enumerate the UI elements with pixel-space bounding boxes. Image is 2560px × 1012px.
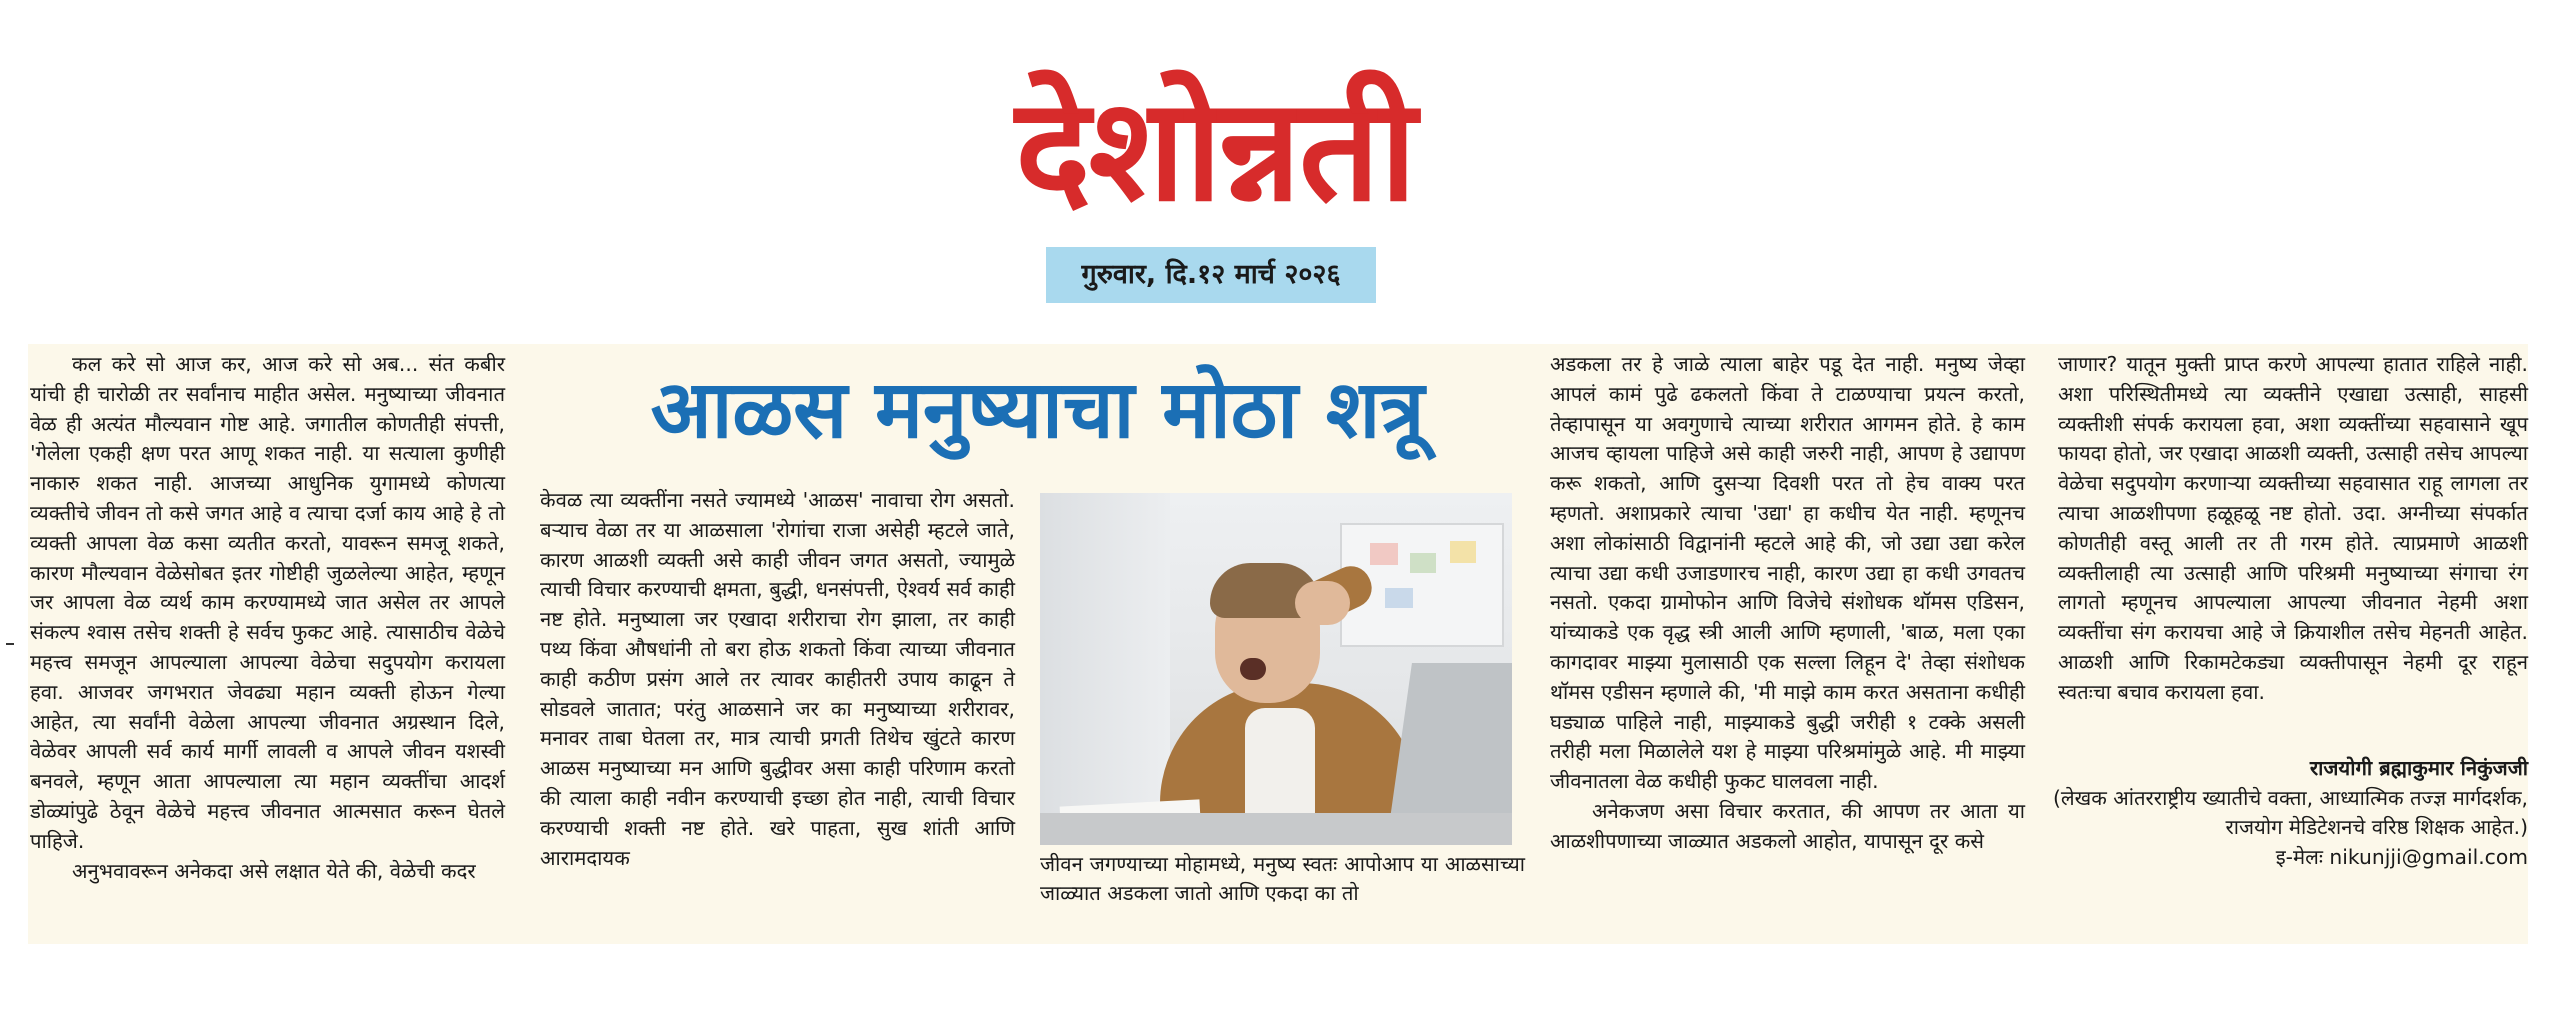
article-column-1 (30, 350, 505, 886)
photo-man-mouth (1240, 658, 1266, 680)
column-1-paragraph-1: कल करे सो आज कर, आज करे सो अब... संत कबीर यांची ही चारोळी तर सर्वांनाच माहीत असेल. मनुष्याच्या जीवनात वेळ ही अत्यंत मौल्यवान गोष्ट आहे. जगातील कोणतीही संपत्ती, 'गेलेला एकही क्षण परत आणू शकत नाही. या सत्याला कुणीही नाकारु शकत नाही. आजच्या आधुनिक युगामध्ये कोणत्या व्यक्तीचे जीवन तो कसे जगत आहे व त्याचा दर्जा काय आहे हे तो व्यक्ती आपला वेळ कसा व्यतीत करतो, यावरून समजू शकते, कारण मौल्यवान वेळेसोबत इतर गोष्टीही जुळलेल्या आहेत, म्हणून जर आपला वेळ व्यर्थ काम करण्यामध्ये जात असेल तर आपले संकल्प श्वास तसेच शक्ती हे सर्वच फुकट आहे. त्यासाठीच वेळेचे महत्त्व समजून आपल्याला आपल्या वेळेचा सदुपयोग करायला हवा. आजवर जगभरात जेवढ्या महान व्यक्ती होऊन गेल्या आहेत, त्या सर्वांनी वेळेला आपल्या जीवनात अग्रस्थान दिले, वेळेवर आपली सर्व कार्य मार्गी लावली व आपले जीवन यशस्वी बनवले, म्हणून आता आपल्याला त्या महान व्यक्तींचा आदर्श डोळ्यांपुढे ठेवून वेळेचे महत्त्व जीवनात आत्मसात करून घेतले पाहिजे. (30, 352, 505, 853)
newspaper-masthead: देशोन्नती (1015, 67, 1415, 233)
author-block (2052, 754, 2528, 872)
photo-caption: जीवन जगण्याच्या मोहामध्ये, मनुष्य स्वतः आपोआप या आळसाच्या जाळ्यात अडकला जातो आणि एकदा का तो (1040, 852, 1525, 905)
photo-sticky-note (1410, 553, 1436, 573)
photo-laptop (1388, 663, 1512, 833)
column-3-paragraph-1: अडकला तर हे जाळे त्याला बाहेर पडू देत नाही. मनुष्य जेव्हा आपलं कामं पुढे ढकलतो किंवा ते टाळण्याचा प्रयत्न करतो, तेव्हापासून या अवगुणाचे त्याच्या शरीरात आगमन होते. हे काम आजच व्हायला पाहिजे असे काही जरुरी नाही, आपण हे उद्यापण करू शकतो, आणि दुसऱ्या दिवशी परत तो हेच वाक्य परत म्हणतो. अशाप्रकारे त्याचा 'उद्या' हा कधीच येत नाही. म्हणूनच अशा लोकांसाठी विद्वानांनी म्हटले आहे की, जो उद्या उद्या करेल त्याचा उद्या कधी उजाडणारच नाही, कारण उद्या हा कधी उगवतच नसतो. एकदा ग्रामोफोन आणि विजेचे संशोधक थॉमस एडिसन, यांच्याकडे एक वृद्ध स्त्री आली आणि म्हणाली, 'बाळ, मला एका कागदावर माझ्या मुलासाठी एक सल्ला लिहून दे' तेव्हा संशोधक थॉमस एडीसन म्हणाले की, 'मी माझे काम करत असताना कधीही घड्याळ पाहिले नाही, माझ्याकडे बुद्धी जरीही १ टक्के असली तरीही मला मिळालेले यश हे माझ्या परिश्रमांमुळे आहे. मी माझ्या जीवनातला वेळ कधीही फुकट घालवला नाही. (1550, 352, 2025, 794)
author-description: (लेखक आंतरराष्ट्रीय ख्यातीचे वक्ता, आध्यात्मिक तज्ज्ञ मार्गदर्शक, राजयोग मेडिटेशनचे वरिष्ठ शिक्षक आहेत.) (2052, 785, 2528, 839)
photo-sticky-note (1450, 541, 1476, 563)
photo-sticky-note (1385, 588, 1413, 608)
article-column-3 (1550, 350, 2025, 857)
column-4-paragraph-1: जाणार? यातून मुक्ती प्राप्त करणे आपल्या हातात राहिले नाही. अशा परिस्थितीमध्ये त्या व्यक्तीने एखाद्या उत्साही, साहसी व्यक्तीशी संपर्क करायला हवा, अशा व्यक्तींच्या सहवासाने खूप फायदा होतो, जर एखादा आळशी व्यक्ती, उत्साही तसेच आपल्या वेळेचा सदुपयोग करणाऱ्या व्यक्तीच्या सहवासात राहू लागला तर त्याचा आळशीपणा हळूहळू नष्ट होतो. उदा. अग्नीच्या संपर्कात कोणतीही वस्तू आली तर ती गरम होते. त्याप्रमाणे आळशी व्यक्तीलाही त्या उत्साही आणि परिश्रमी मनुष्याच्या संगाचा रंग लागतो म्हणूनच आपल्याला आपल्या जीवनात नेहमी अशा व्यक्तींचा संग करायचा आहे जे क्रियाशील तसेच मेहनती आहेत. आळशी आणि रिकामटेकड्या व्यक्तीपासून नेहमी दूर राहून स्वतःचा बचाव करायला हवा. (2058, 352, 2528, 704)
article-column-4 (2058, 350, 2528, 708)
article-photo-yawning-man (1040, 493, 1512, 845)
author-name: राजयोगी ब्रह्माकुमार निकुंजजी (2309, 756, 2528, 780)
dateline: गुरुवार, दि.१२ मार्च २०२६ (1046, 247, 1376, 303)
photo-background-shelf (1040, 493, 1170, 845)
article-headline: आळस मनुष्याचा मोठा शत्रू (650, 363, 1425, 456)
photo-desk (1040, 813, 1512, 845)
column-1-paragraph-2: अनुभवावरून अनेकदा असे लक्षात येते की, वेळेची कदर (72, 858, 476, 883)
column-2-paragraph-1: केवळ त्या व्यक्तींना नसते ज्यामध्ये 'आळस' नावाचा रोग असतो. बऱ्याच वेळा तर या आळसाला 'रोगांचा राजा असेही म्हटले जाते, कारण आळशी व्यक्ती असे काही जीवन जगत असतो, ज्यामुळे त्याची विचार करण्याची क्षमता, बुद्धी, धनसंपत्ती, ऐश्वर्य सर्व काही नष्ट होते. मनुष्याला जर एखादा शरीराचा रोग झाला, तर काही पथ्य किंवा औषधांनी तो बरा होऊ शकतो किंवा त्याच्या जीवनात काही कठीण प्रसंग आले तर त्यावर काहीतरी उपाय काढून ते सोडवले जातात; परंतु आळसाने जर का मनुष्याच्या शरीरावर, मनावर ताबा घेतला तर, मात्र त्याची प्रगती तिथेच खुंटते कारण आळस मनुष्याच्या मन आणि बुद्धीवर असा काही परिणाम करतो की त्याला काही नवीन करण्याची इच्छा होत नाही, त्याची विचार करण्याची शक्ती नष्ट होते. खरे पाहता, सुख शांती आणि आरामदायक (540, 488, 1015, 870)
column-3-paragraph-2: अनेकजण असा विचार करतात, की आपण तर आता या आळशीपणाच्या जाळ्यात अडकलो आहोत, यापासून दूर कसे (1550, 798, 2025, 853)
author-email: इ-मेलः nikunjji@gmail.com (2275, 844, 2528, 869)
photo-sticky-note (1370, 543, 1398, 565)
margin-mark (6, 643, 14, 645)
article-column-2 (540, 486, 1015, 873)
photo-man-hand (1295, 581, 1350, 625)
